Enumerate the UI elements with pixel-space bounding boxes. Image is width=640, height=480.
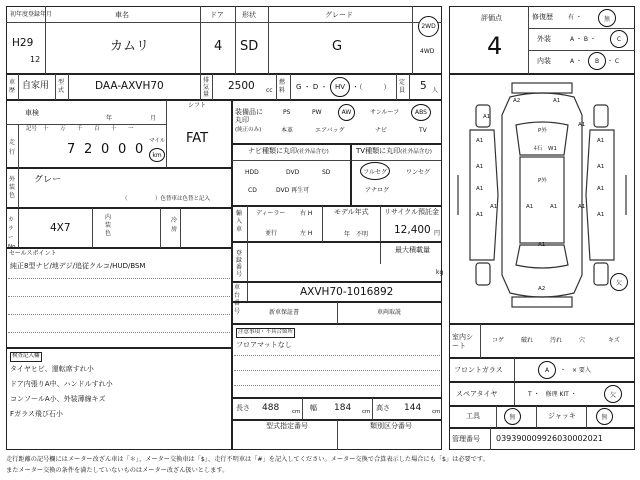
notes-label: 注意事項・不具合箇所	[236, 328, 295, 338]
import-left: 左 H	[300, 230, 313, 237]
recycle-cool-label: 冷房	[171, 217, 178, 233]
nav-item: CD	[248, 187, 257, 194]
recycle-label: リサイクル預託金	[384, 208, 440, 216]
diagram-mark: A1	[476, 138, 484, 144]
disp-cc: cc	[266, 87, 273, 94]
use-value: 自家用	[22, 81, 50, 91]
recycle-value: 12,400	[394, 224, 431, 236]
inspector-label: 検査記入欄	[10, 352, 42, 362]
nav-label: ナビ種類に丸印(社外品含む)	[248, 147, 329, 155]
color-value: グレー	[34, 175, 62, 185]
int-opts: A ・	[570, 58, 583, 65]
diagram-mark: A1	[578, 204, 586, 210]
jack-label: ジャッキ	[548, 412, 576, 420]
km-circle: km	[149, 148, 165, 162]
mgmt-label: 管理番号	[452, 435, 480, 443]
run-label: 走行	[9, 139, 16, 156]
chassis-label: 車台番号	[234, 284, 241, 315]
diagram-mark: P外	[538, 128, 547, 134]
inspector-line: コンソールA小、外装薄線キズ	[10, 395, 106, 403]
diagram-mark: A1	[538, 242, 546, 248]
recycle-yen: 円	[434, 230, 441, 237]
digit-head: 十	[111, 126, 117, 132]
shift-value: FAT	[186, 131, 209, 146]
color-label: 外装色	[9, 176, 16, 199]
shape-label: 形状	[242, 11, 256, 19]
diagram-mark: A1	[578, 122, 586, 128]
manual-label: 車両取説	[377, 309, 402, 316]
mileage-digit: 0	[135, 142, 144, 157]
inspector-line: タイヤヒビ、運転席すれ小	[10, 365, 94, 373]
diagram-mark: A1	[526, 204, 534, 210]
code-block	[6, 208, 232, 248]
inspect-label: 車検	[25, 109, 39, 117]
digit-head: 十	[43, 126, 49, 132]
equip-item: PW	[312, 109, 322, 116]
equip-item: 本革	[281, 127, 294, 134]
use-label: 車歴	[9, 79, 16, 94]
mileage-digit: 0	[118, 142, 127, 157]
diagram-mark: A1	[476, 164, 484, 170]
color-note: （ ）色替車は色替と記入	[122, 196, 211, 202]
grade-value: G	[332, 39, 343, 54]
digit-head: 記号	[26, 126, 38, 132]
tool-label: 工具	[466, 412, 480, 420]
diagram-mark: A1	[597, 212, 605, 218]
diagram-mark: P外	[538, 178, 547, 184]
seat-item: 汚れ	[550, 337, 563, 344]
restore-circle: 無	[598, 9, 616, 27]
seat-item: キズ	[608, 337, 620, 344]
notes-value: フロアマットなし	[236, 341, 292, 349]
diagram-mark: A1	[553, 98, 561, 104]
width-cm: cm	[362, 409, 371, 415]
diagram-mark: A1	[597, 138, 605, 144]
car-diagram	[449, 74, 635, 324]
int-tail: ・ C	[607, 58, 620, 65]
max-load-kg: kg	[436, 269, 444, 276]
fuel-paren: ・（ ）	[352, 83, 391, 91]
tv-item: アナログ	[365, 187, 390, 194]
height-value: 144	[404, 403, 422, 413]
digit-head: 千	[77, 126, 83, 132]
digit-head: 百	[94, 126, 100, 132]
cap-value: 5	[420, 80, 427, 92]
glass-tail: ・ × 要入	[560, 367, 591, 374]
max-load-label: 最大積載量	[395, 246, 430, 254]
grade-label: グレード	[325, 11, 353, 19]
mileage-digit: 7	[67, 142, 76, 157]
inspect-month: 月	[150, 115, 157, 122]
drive-alt: 4WD	[420, 48, 435, 55]
diagram-mark: A1	[476, 186, 484, 192]
warranty-label: 新車保証書	[269, 309, 300, 316]
equip-item: TV	[419, 127, 427, 134]
fuel-label: 燃料	[279, 79, 286, 94]
model-year-value: 年 不明	[344, 231, 369, 238]
digit-head: 一	[128, 126, 134, 132]
type-value: DAA-AXVH70	[95, 80, 164, 92]
equip-label: 装備品に丸印	[235, 108, 263, 124]
door-label: ドア	[210, 11, 224, 19]
equip-aw-circle: AW	[338, 104, 355, 121]
mile-label: マイル	[149, 138, 166, 144]
model-label: 車名	[115, 11, 129, 19]
equip-abs-circle: ABS	[411, 104, 431, 121]
shift-label: シフト	[188, 102, 207, 109]
import-label: 輸入車	[236, 210, 243, 233]
import-parallel: 並行	[265, 230, 278, 237]
code-value: 4X7	[50, 222, 71, 234]
import-dealer: ディーラー	[256, 210, 286, 217]
type-label: 型式	[58, 79, 65, 94]
diagram-mark: A1	[550, 204, 558, 210]
ext-label: 外装	[537, 35, 551, 43]
code-label: カラーNo.	[8, 217, 18, 250]
footer-line1: 走行距離の記号欄にはメーター改ざん車は「＊」、メーター交換車は「$」、走行不明車は「#」を記入してください。メーター交換で合算表示した場合にも「$」は必要です。	[6, 456, 489, 463]
equip-item: ナビ	[375, 127, 388, 134]
drive-circle: 2WD	[418, 16, 439, 37]
door-count: 4	[214, 39, 223, 54]
tv-fullseg-circle: フルセグ	[360, 162, 390, 180]
equip-item: サンルーフ	[370, 109, 400, 116]
header-table	[6, 6, 442, 74]
nav-item: DVD	[286, 169, 300, 176]
jack-circle: 無	[596, 408, 613, 425]
reg-year-label: 初年度登録年月	[10, 11, 53, 18]
digit-head: 万	[60, 126, 66, 132]
reg-month: 12	[30, 55, 41, 64]
disp-label: 排気量	[203, 77, 210, 98]
diagram-mark: A2	[538, 286, 546, 292]
chassis-value: AXVH70-1016892	[300, 286, 394, 298]
sales-label: セールスポイント	[9, 250, 57, 257]
spare-diagram-circle: 欠	[610, 273, 628, 291]
car-outline	[450, 75, 633, 322]
len-cm: cm	[292, 409, 301, 415]
int-circle: B	[588, 52, 606, 70]
score-value: 4	[487, 32, 503, 60]
inspector-line: ドア内張りA中、ハンドルすれ小	[10, 380, 113, 388]
typeno-label: 型式指定番号	[266, 422, 308, 430]
ext-opts: A ・ B ・	[570, 36, 596, 43]
nav-item: SD	[322, 169, 331, 176]
len-value: 488	[262, 403, 280, 413]
diagram-mark: A1	[490, 204, 498, 210]
sales-value: 純正8型ナビ/地デジ/追従クルコ/HUD/BSM	[10, 262, 146, 270]
mileage-digit: 0	[101, 142, 110, 157]
tv-item: ワンセグ	[406, 169, 431, 176]
score-label: 評価点	[481, 14, 502, 22]
equip-block	[232, 100, 442, 144]
fuel-circle: HV	[330, 77, 350, 97]
glass-label: フロントガラス	[454, 366, 503, 374]
spare-label: スペアタイヤ	[456, 390, 498, 398]
interior-label: 内装色	[105, 214, 112, 237]
diagram-mark: A1	[597, 186, 605, 192]
nav-item: HDD	[245, 169, 259, 176]
cap-unit: 人	[432, 87, 439, 94]
width-label: 幅	[310, 404, 317, 412]
height-label: 高さ	[376, 404, 390, 412]
cap-label: 定員	[399, 79, 406, 94]
diagram-mark: ｷ石	[534, 146, 543, 152]
disp-value: 2500	[228, 80, 255, 92]
tv-label: TV種類に丸印(社外品含む)	[356, 147, 432, 155]
len-label: 長さ	[236, 404, 250, 412]
mgmt-value: 039390009926030002021	[496, 434, 603, 443]
car-name: カムリ	[110, 39, 150, 54]
model-year-label: モデル年式	[334, 208, 369, 216]
diagram-mark: A2	[513, 98, 521, 104]
diagram-mark: A1	[476, 212, 484, 218]
diagram-mark: A1	[597, 164, 605, 170]
ext-circle: C	[610, 30, 628, 48]
classno-label: 類別区分番号	[370, 422, 412, 430]
spare-circle: 欠	[604, 385, 622, 403]
footer-line2: またメーター交換の条件を満たしていないものはメーター改ざん扱いとします。	[6, 467, 229, 474]
seat-item: 破れ	[521, 337, 534, 344]
fuel-opts: G ・ D ・	[296, 83, 328, 91]
restore-opts: 有 ・	[568, 14, 582, 21]
equip-item: PS	[283, 109, 291, 116]
seat-item: 穴	[579, 337, 586, 344]
nav-item: DVD 再生可	[276, 187, 310, 194]
equip-item: エアバッグ	[315, 127, 345, 134]
reg-label: 登録番号	[236, 250, 243, 278]
spare-opts: T ・ 修理 KIT ・	[528, 391, 577, 398]
car-shape: SD	[240, 39, 259, 54]
reg-block	[232, 242, 442, 282]
reg-era: H29	[12, 37, 34, 49]
int-label: 内装	[537, 57, 551, 65]
equip-sub: (純正のみ)	[235, 127, 262, 133]
import-right: 右 H	[300, 210, 313, 217]
restore-label: 修復歴	[532, 13, 553, 21]
tool-circle: 無	[504, 408, 521, 425]
inspector-line: Fガラス飛び石小	[10, 410, 63, 418]
diagram-mark: W1	[548, 146, 557, 152]
diagram-mark: A1	[483, 114, 491, 120]
glass-circle: A	[538, 361, 556, 379]
inspect-year: 年	[106, 115, 113, 122]
seat-label: 室内シート	[452, 333, 473, 350]
seat-item: コゲ	[492, 337, 505, 344]
mileage-digit: 2	[84, 142, 93, 157]
height-cm: cm	[432, 409, 441, 415]
width-value: 184	[334, 403, 352, 413]
